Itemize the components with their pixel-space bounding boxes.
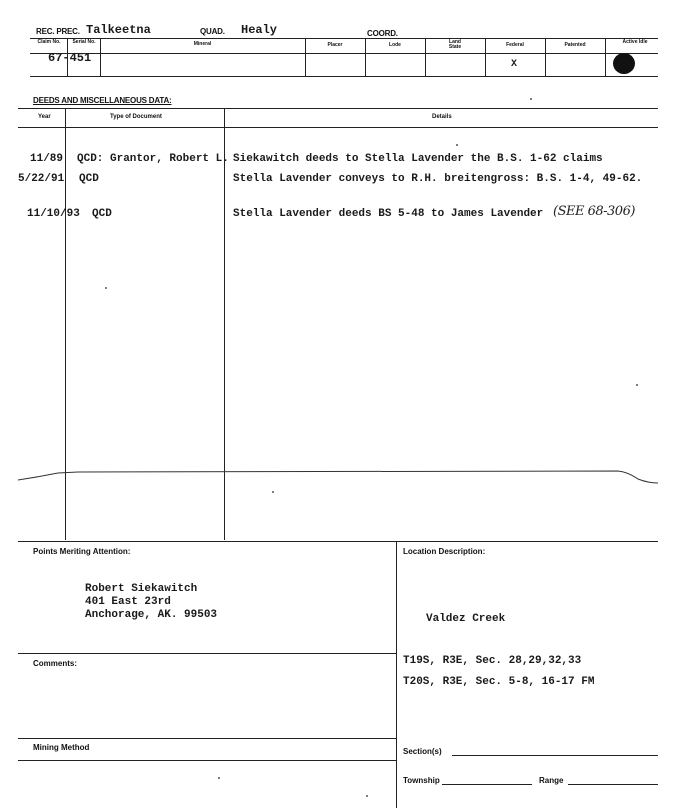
col-lode: Lode (389, 42, 401, 48)
col-type-of-document: Type of Document (110, 114, 162, 120)
mining-method-label: Mining Method (33, 743, 90, 752)
comments-label: Comments: (33, 659, 78, 668)
range-label: Range (539, 776, 564, 785)
quad-label: QUAD. (200, 27, 225, 36)
address-line: 401 East 23rd (85, 596, 171, 608)
coord-label: COORD. (367, 29, 398, 38)
col-federal: Federal (506, 42, 524, 48)
federal-mark: X (511, 59, 518, 70)
col-placer: Placer (327, 42, 343, 48)
deed-year: 5/22/91 (18, 173, 65, 185)
sections-field[interactable] (452, 755, 658, 756)
deed-details: Siekawitch deeds to Stella Lavender the B.S. 1-62 claims (233, 153, 603, 165)
deed-type: QCD (92, 208, 112, 220)
legal-description-line: T19S, R3E, Sec. 28,29,32,33 (403, 655, 582, 667)
range-field[interactable] (568, 784, 658, 785)
col-year: Year (38, 114, 51, 120)
hand-drawn-line (18, 465, 658, 490)
sections-label: Section(s) (403, 747, 442, 756)
deed-year: 11/89 (30, 153, 64, 165)
location-place: Valdez Creek (426, 613, 506, 625)
quad-value: Healy (241, 23, 278, 37)
active-status-dot (613, 53, 635, 74)
address-line: Anchorage, AK. 99503 (85, 609, 218, 621)
col-claim-no: Claim No. (37, 39, 61, 45)
deed-details: Stella Lavender conveys to R.H. breitengross: B.S. 1-4, 49-62. (233, 173, 643, 185)
col-active-idle: Active Idle (622, 39, 648, 45)
points-meriting-label: Points Meriting Attention: (33, 547, 131, 556)
legal-description-line: T20S, R3E, Sec. 5-8, 16-17 FM (403, 676, 595, 688)
claim-number: 67-451 (48, 51, 92, 65)
township-label: Township (403, 776, 440, 785)
deed-year: 11/10/93 (27, 208, 80, 220)
handwritten-note: (SEE 68-306) (553, 204, 635, 219)
col-mineral: Mineral (193, 41, 212, 47)
deeds-section-title: DEEDS AND MISCELLANEOUS DATA: (33, 96, 172, 105)
col-details: Details (432, 114, 452, 120)
col-land-state: Land State (448, 39, 462, 50)
rec-prec-label: REC. PREC. (36, 27, 80, 36)
deed-type: QCD: Grantor, Robert L. (77, 153, 229, 165)
address-line: Robert Siekawitch (85, 583, 198, 595)
col-patented: Patented (564, 42, 586, 48)
location-description-label: Location Description: (403, 547, 486, 556)
deed-details: Stella Lavender deeds BS 5-48 to James Lavender (233, 208, 544, 220)
deed-type: QCD (79, 173, 99, 185)
col-serial-no: Serial No. (72, 39, 96, 45)
rec-prec-value: Talkeetna (86, 23, 151, 37)
township-field[interactable] (442, 784, 532, 785)
